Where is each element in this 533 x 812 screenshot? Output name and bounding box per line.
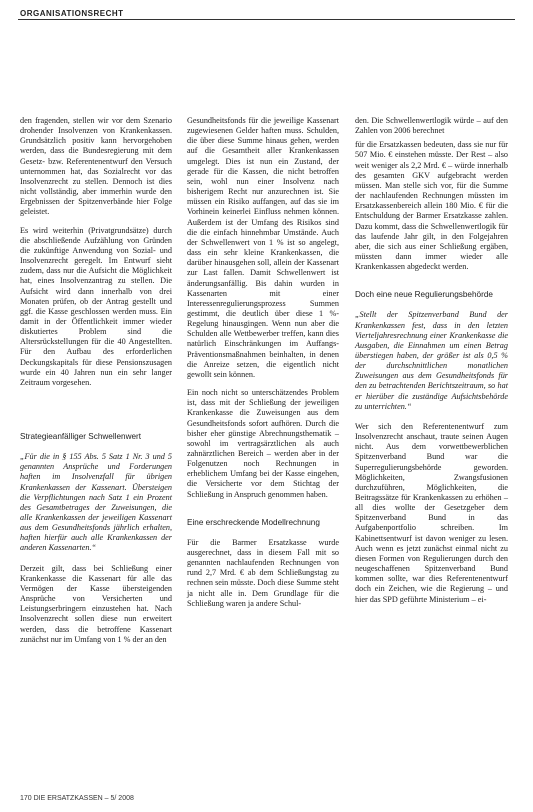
header-rule [18,19,515,20]
column-2 [187,116,339,609]
column-3 [355,116,508,605]
subheading: Strategieanfälliger Schwellenwert [20,432,142,442]
section-header: ORGANISATIONSRECHT [20,9,124,18]
subheading: Doch eine neue Regulierungsbehörde [355,290,493,300]
page-footer: 170 DIE ERSATZKASSEN – 5/ 2008 [20,795,134,802]
quote-block: „Für die in § 155 Abs. 5 Satz 1 Nr. 3 und 5 genannten Ansprüche und Forderungen haften im Insolvenzfall für übrigen Krankenkassen der Kassenart. Übersteigen die Verpflichtungen nach Satz 1 ein Prozent des Gesamtbetrages der Zuweisungen, die alle Krankenkassen der jeweiligen Kassenart aus dem Gesundheitsfonds jährlich erhalten, haften hierfür auch alle Krankenkassen der anderen Kassenarten.“ [20,452,172,553]
paragraph: Gesundheitsfonds für die jeweilige Kassenart zugewiesenen Gelder haften muss. Schulden, die über diese Summe hinaus gehen, werden auf die Gesamtheit aller Krankenkassen umgelegt. Dies ist nun ein Zustand, der gerade für die Kassen, die nicht betroffen sein, wohl nun einer Insolvenz nach bisherigem Recht nur anzurechnen ist. Sie müssen ein Risiko auffangen, auf das sie im Vorhinein keinerlei Einfluss nehmen können. Außerdem ist der Umfang des Risikos sind die die einfach hinnehmbar Umstände. Auch der Schwellenwert von 1 % ist so angelegt, dass ein sehr kleine Krankenkassen, die darüber hinausgehen soll, allein der Kassenart zur Last fallen. Damit Schwellenwert ist änderungsanfällig. Bis dahin wurden in Kassenarten mit einer Interessenregulierungsprozess Summen gestimmt, die deutlich über diese 1 %-Regelung hinausgingen. Wenn nun aber die Schulden alle Wettbewerber treffen, kann dies natürlich Einschränkungen im Auffangs-Präventionsmaßnahmen beinhalten, in denen die Anreize setzen, die eigentlich nicht gewollt sein können. [187,116,339,379]
paragraph: den. Die Schwellenwertlogik würde – auf den Zahlen von 2006 berechnet [355,116,508,136]
column-1 [20,116,172,645]
paragraph: Es wird weiterhin (Privatgrundsätze) durch die abschließende Aufzählung von Gründen die zukünftige Anwendung von Sozial- und Insolvenzrecht geregelt. Im Entwurf sieht zudem, dass nur die Aufsicht die Möglichkeit hat, eines Insolvenzantrag zu stellen. Die Aufsicht wird dann innerhalb von drei Monaten prüfen, ob der Antrag gestellt und ggf. die Kasse geschlossen werden muss. Ein damit in der Öffentlichkeit immer wieder diskutiertes Problem sind die Altersrückstellungen für die 40 Angestellten. Für den Aufbau des erforderlichen Deckungskapitals für diese Pensionszusagen wurde ein 40 Jahren nun ein sehr langer Zeitraum vorgesehen. [20,225,172,387]
paragraph: Derzeit gilt, dass bei Schließung einer Krankenkasse die Kassenart für alle das Vermögen der Kasse übersteigenden Ansprüche von Versicherten und Leistungserbringern einzustehen hat. Nach Insolvenzrecht sollen diese nun erweitert werden, dass die betroffene Kassenart zunächst nur im Umfang von 1 % der an den [20,563,172,644]
quote-block: „Stellt der Spitzenverband Bund der Krankenkassen fest, dass in den letzten Vierteljahresrechnung einer Krankenkasse die Ausgaben, die Einnahmen um einen Betrag überstiegen haben, der größer ist als 0,5 % der durchschnittlichen monatlichen Zuweisungen aus dem Gesundheitsfonds für den zu betrachtenden Berichtszeitraum, so hat er hierüber die zuständige Aufsichtsbehörde zu unterrichten.“ [355,310,508,411]
paragraph: den fragenden, stellen wir vor dem Szenario drohender Insolvenzen von Krankenkassen. Grundsätzlich positiv kann hervorgehoben werden, dass die Bundesregierung mit dem Gesetz- bzw. Referentenentwurf den Versuch unternommen hat, das Sozialrecht vor das Insolvenzrecht zu stellen. Dennoch ist dies nicht vollständig, aber immerhin wurde den Ergebnissen der Spitzenverbände hier Folge geleistet. [20,116,172,217]
paragraph: Für die Barmer Ersatzkasse wurde ausgerechnet, dass in diesem Fall mit so genannten nachlaufenden Rechnungen von rund 2,7 Mrd. € ab dem Schließungstag zu rechnen sein müsste. Doch diese Summe steht ja nicht alle in. Dem Grundlage für die Schließung waren ja andere Schul- [187,537,339,608]
paragraph: Ein noch nicht so unterschätzendes Problem ist, dass mit der Schließung der jeweiligen Krankenkasse die Zuweisungen aus dem Gesundheitsfonds sofort aufhören. Durch die bisher eher günstige Abrechnungsthematik – sowohl im vertragsärztlichen als auch zahnärztlichen Bereich – werden aber in der Folgenutzen noch Rechnungen in erheblichem Umfang bei der Kasse eingehen, die Versicherte vor dem Stichtag der Schließung in Anspruch genommen haben. [187,388,339,499]
paragraph: für die Ersatzkassen bedeuten, dass sie nur für 507 Mio. € einstehen müsste. Der Rest – also weit weniger als 2,2 Mrd. € – würde innerhalb des gesamten GKV aufgebracht werden müssen. Man stelle sich vor, für die Summe der nachlaufenden Rechnungen müssten im Ersatzkassenbereich allein 180 Mio. € für die Entschuldung der Barmer Ersatzkasse zahlen. Dazu kommt, dass die Schwellenwertlogik für das laufende Jahr gilt, in den Folgejahren aber, die sich aus einer Schließung ergäben, müssten dann immer wieder alle Krankenkassen abgedeckt werden. [355,140,508,272]
subheading: Eine erschreckende Modellrechnung [187,517,320,527]
paragraph: Wer sich den Referentenentwurf zum Insolvenzrecht anschaut, traute seinen Augen nicht. Aus dem vorwettbewerblichen Spitzenverband Bund war die Superregulierungsbehörde geworden. Möglichkeiten, Zwangsfusionen durchzuführen, Möglichkeiten, die Beitragssätze für Krankenkassen zu erhöhen – all dies wollte der Gesetzgeber dem Spitzenverband Bund in das Aufgabenportfolio schreiben. Im Kabinettsentwurf ist davon weniger zu lesen. Auch wenn es jetzt zunächst einmal nicht zu diesen Formen von Regulierungen durch den neugeschaffenen Spitzenverband Bund kommen sollte, war dies Referentenentwurf doch ein Zeichen, wie die Regierung – und hier das SPD geführte Ministerium – ei- [355,421,508,604]
